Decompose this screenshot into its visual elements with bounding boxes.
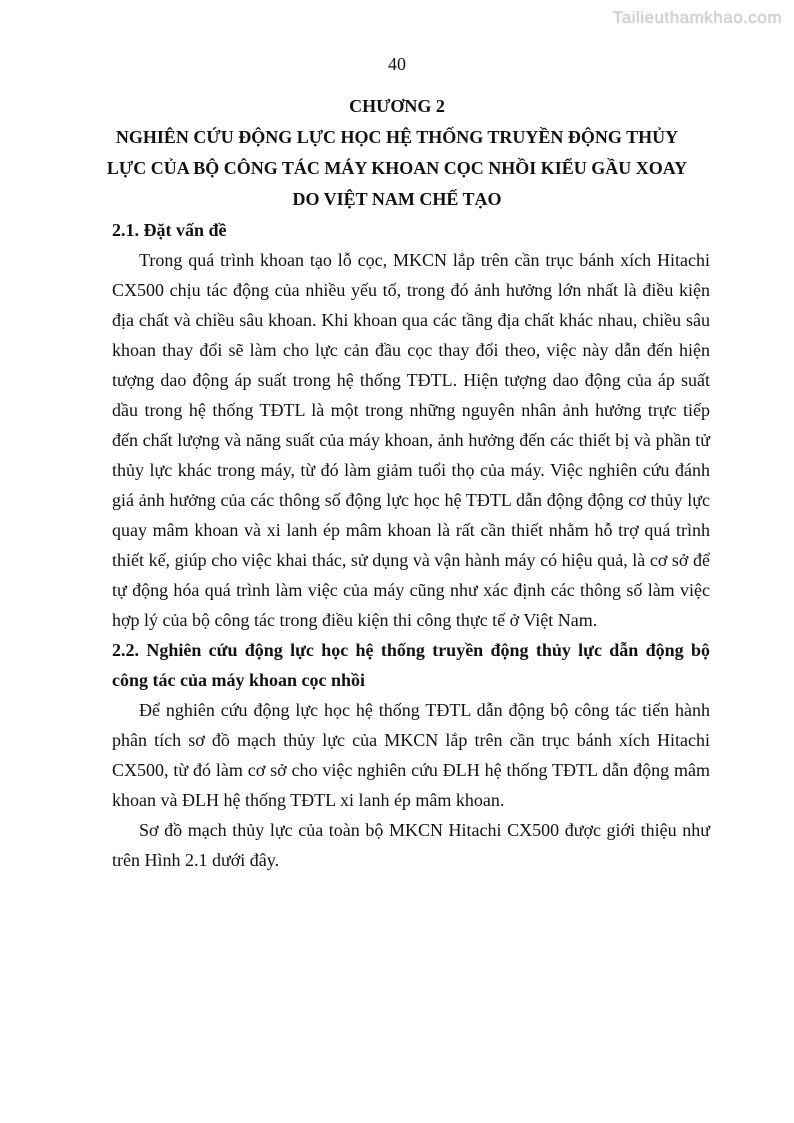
page-number: 40 — [388, 54, 406, 74]
page-body — [112, 215, 710, 875]
section-heading-2-1: 2.1. Đặt vấn đề — [112, 220, 227, 240]
chapter-title-line-3: DO VIỆT NAM CHẾ TẠO — [292, 189, 502, 209]
paragraph-problem-statement: Trong quá trình khoan tạo lỗ cọc, MKCN lắp trên cần trục bánh xích Hitachi CX500 chịu tác động của nhiều yếu tố, trong đó ảnh hưởng lớn nhất là điều kiện địa chất và chiều sâu khoan. Khi khoan qua các tầng địa chất khác nhau, chiều sâu khoan thay đổi sẽ làm cho lực cản đầu cọc thay đổi theo, việc này dẫn đến hiện tượng dao động áp suất trong hệ thống TĐTL. Hiện tượng dao động của áp suất dầu trong hệ thống TĐTL là một trong những nguyên nhân ảnh hưởng trực tiếp đến chất lượng và năng suất của máy khoan, ảnh hưởng đến các thiết bị và phần tử thủy lực khác trong máy, từ đó làm giảm tuổi thọ của máy. Việc nghiên cứu đánh giá ảnh hưởng của các thông số động lực học hệ TĐTL dẫn động động cơ thủy lực quay mâm khoan và xi lanh ép mâm khoan là rất cần thiết nhằm hỗ trợ quá trình thiết kế, giúp cho việc khai thác, sử dụng và vận hành máy có hiệu quả, là cơ sở để tự động hóa quá trình làm việc của máy cũng như xác định các thông số làm việc hợp lý của bộ công tác trong điều kiện thi công thực tế ở Việt Nam. — [112, 250, 710, 630]
paragraph-figure-reference: Sơ đồ mạch thủy lực của toàn bộ MKCN Hitachi CX500 được giới thiệu như trên Hình 2.1 dưới đây. — [112, 820, 710, 870]
chapter-heading-block — [0, 91, 794, 215]
chapter-label: CHƯƠNG 2 — [349, 96, 445, 116]
section-heading-2-2: 2.2. Nghiên cứu động lực học hệ thống truyền động thủy lực dẫn động bộ công tác của máy khoan cọc nhồi — [112, 640, 710, 690]
paragraph-research-approach: Để nghiên cứu động lực học hệ thống TĐTL dẫn động bộ công tác tiến hành phân tích sơ đồ mạch thủy lực của MKCN lắp trên cần trục bánh xích Hitachi CX500, từ đó làm cơ sở cho việc nghiên cứu ĐLH hệ thống TĐTL dẫn động mâm khoan và ĐLH hệ thống TĐTL xi lanh ép mâm khoan. — [112, 700, 710, 810]
chapter-title-line-1: NGHIÊN CỨU ĐỘNG LỰC HỌC HỆ THỐNG TRUYỀN ĐỘNG THỦY — [115, 127, 679, 147]
chapter-title-line-2: LỰC CỦA BỘ CÔNG TÁC MÁY KHOAN CỌC NHỒI KIỂU GẦU XOAY — [106, 158, 688, 178]
watermark-text: Tailieuthamkhao.com — [612, 8, 782, 27]
